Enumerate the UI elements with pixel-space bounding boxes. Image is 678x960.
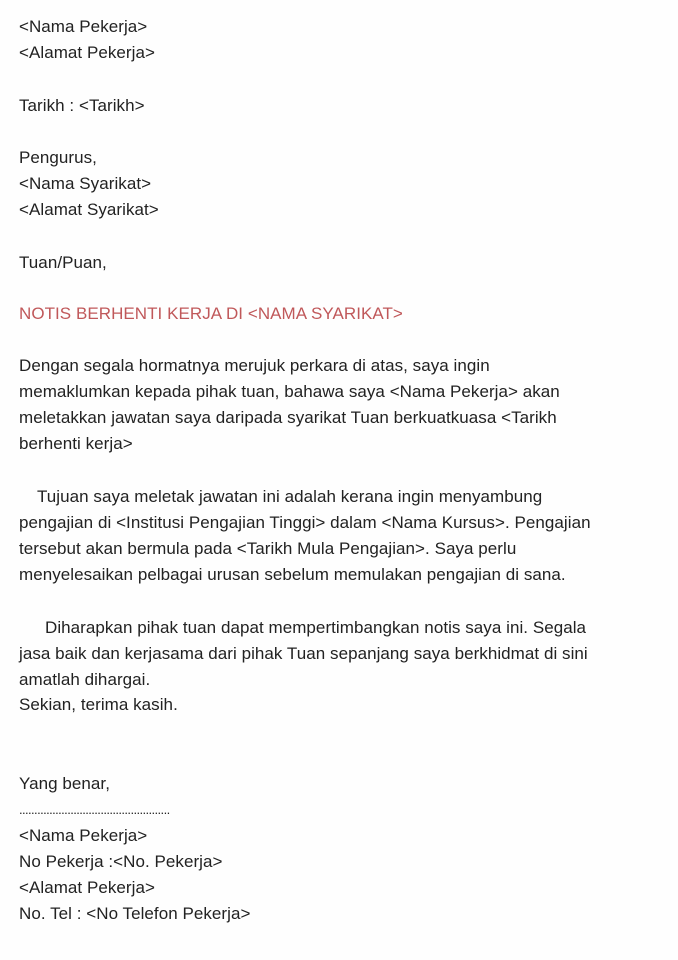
salutation: Tuan/Puan, <box>19 253 107 272</box>
paragraph2-line: menyelesaikan pelbagai urusan sebelum memulakan pengajian di sana. <box>19 565 566 584</box>
paragraph2-line: Tujuan saya meletak jawatan ini adalah kerana ingin menyambung <box>37 487 543 506</box>
recipient-company: <Nama Syarikat> <box>19 174 152 193</box>
paragraph2-line: pengajian di <Institusi Pengajian Tinggi> dalam <Nama Kursus>. Pengajian <box>19 513 591 532</box>
signature-phone: No. Tel : <No Telefon Pekerja> <box>19 904 251 923</box>
paragraph1-line: berhenti kerja> <box>19 434 133 453</box>
recipient-title: Pengurus, <box>19 148 97 167</box>
paragraph1-line: memaklumkan kepada pihak tuan, bahawa saya <Nama Pekerja> akan <box>19 382 560 401</box>
paragraph1-line: Dengan segala hormatnya merujuk perkara di atas, saya ingin <box>19 356 490 375</box>
date-line: Tarikh : <Tarikh> <box>19 96 145 115</box>
signature-employee-no: No Pekerja :<No. Pekerja> <box>19 852 223 871</box>
signature-address: <Alamat Pekerja> <box>19 878 155 897</box>
paragraph1-line: meletakkan jawatan saya daripada syarikat Tuan berkuatkuasa <Tarikh <box>19 408 557 427</box>
paragraph2-line: tersebut akan bermula pada <Tarikh Mula Pengajian>. Saya perlu <box>19 539 517 558</box>
paragraph3-line: Diharapkan pihak tuan dapat mempertimbangkan notis saya ini. Segala <box>45 618 587 637</box>
sender-name: <Nama Pekerja> <box>19 17 148 36</box>
signature-line: .................................................. <box>19 802 170 817</box>
paragraph3-line: jasa baik dan kerjasama dari pihak Tuan sepanjang saya berkhidmat di sini <box>19 644 588 663</box>
sign-off: Yang benar, <box>19 774 110 793</box>
signature-name: <Nama Pekerja> <box>19 826 148 845</box>
subject-heading: NOTIS BERHENTI KERJA DI <NAMA SYARIKAT> <box>19 304 403 323</box>
recipient-address: <Alamat Syarikat> <box>19 200 159 219</box>
paragraph3-line: amatlah dihargai. <box>19 670 151 689</box>
closing-line: Sekian, terima kasih. <box>19 695 178 714</box>
sender-address: <Alamat Pekerja> <box>19 43 155 62</box>
